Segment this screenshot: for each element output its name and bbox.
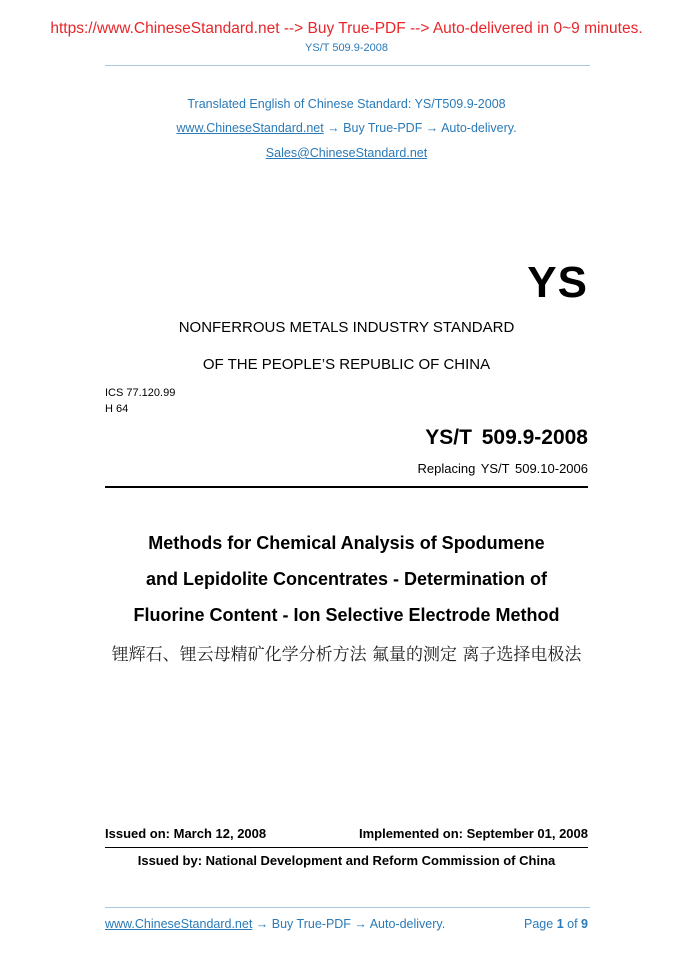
- footer-divider: [105, 907, 590, 908]
- page-current: 1: [556, 917, 564, 931]
- buy-note: → Buy True-PDF → Auto-delivery.: [323, 121, 517, 135]
- title-en-line2: and Lepidolite Concentrates - Determination of: [145, 569, 548, 589]
- issued-by: Issued by: National Development and Reform Commission of China: [137, 853, 556, 868]
- page-of: of: [567, 917, 578, 931]
- sales-email-link[interactable]: Sales@ChineseStandard.net: [265, 146, 428, 160]
- header-divider: [105, 65, 590, 66]
- page-indicator: [524, 917, 588, 931]
- promo-banner[interactable]: https://www.ChineseStandard.net --> Buy True-PDF --> Auto-delivered in 0~9 minutes.: [50, 20, 643, 37]
- footer-buy-note: → Buy True-PDF → Auto-delivery.: [252, 917, 446, 931]
- page-total: 9: [581, 917, 588, 931]
- title-cn: 锂辉石、锂云母精矿化学分析方法 氟量的测定 离子选择电极法: [111, 645, 582, 665]
- standard-heading-line1: NONFERROUS METALS INDUSTRY STANDARD: [178, 319, 515, 336]
- implemented-on-date: Implemented on: September 01, 2008: [358, 826, 588, 841]
- dates-divider: [105, 847, 588, 848]
- page-label: Page: [524, 917, 554, 931]
- header-standard-code: YS/T 509.9-2008: [305, 42, 388, 54]
- ics-code: ICS 77.120.99: [105, 387, 176, 399]
- sales-email-row: [0, 146, 693, 160]
- footer-site-link[interactable]: www.ChineseStandard.net: [105, 917, 253, 931]
- site-link[interactable]: www.ChineseStandard.net: [176, 121, 324, 135]
- replacing-note: Replacing YS/T 509.10-2006: [417, 461, 588, 476]
- translation-note: Translated English of Chinese Standard: YS/T509.9-2008: [187, 97, 506, 111]
- title-en-line1: Methods for Chemical Analysis of Spodumene: [148, 533, 545, 553]
- h-code: H 64: [105, 403, 129, 415]
- title-en-line3: Fluorine Content - Ion Selective Electrode Method: [133, 605, 560, 625]
- title-divider: [105, 486, 588, 488]
- issued-on-date: Issued on: March 12, 2008: [105, 826, 267, 841]
- footer-links: [105, 917, 445, 931]
- standard-number: YS/T 509.9-2008: [425, 426, 588, 449]
- translation-links: [0, 121, 693, 135]
- ys-logo: YS: [527, 258, 588, 307]
- standard-heading-line2: OF THE PEOPLE’S REPUBLIC OF CHINA: [202, 356, 491, 373]
